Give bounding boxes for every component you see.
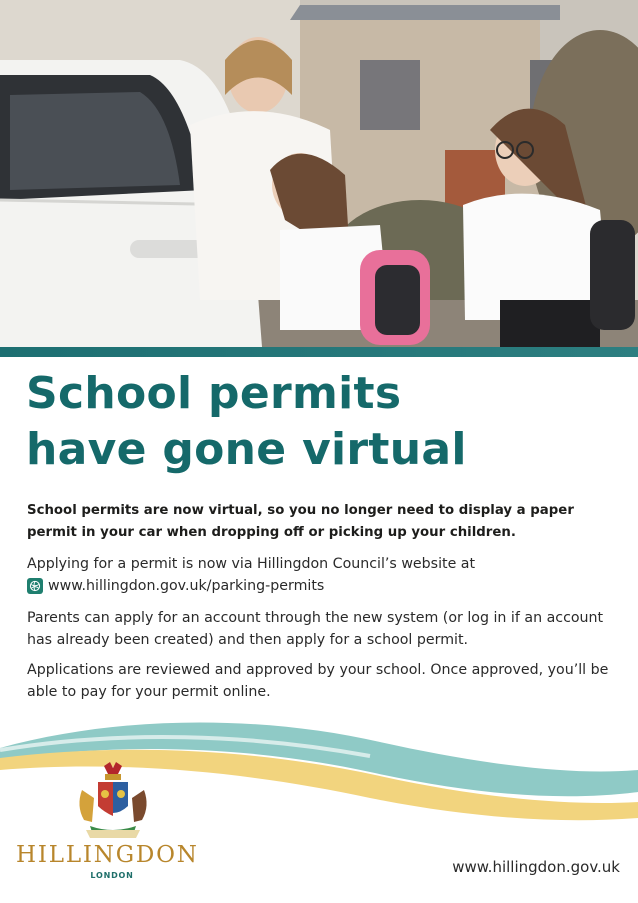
accounts-paragraph: Parents can apply for an account through the new system (or log in if an account has already been created) and then apply for a school permit. bbox=[27, 610, 604, 648]
council-logo-name: HILLINGDON bbox=[16, 842, 199, 868]
hero-illustration bbox=[0, 0, 638, 347]
hero-photo bbox=[0, 0, 638, 347]
permit-link-text[interactable]: www.hillingdon.gov.uk/parking-permits bbox=[48, 578, 325, 594]
apply-paragraph bbox=[27, 553, 622, 597]
globe-icon bbox=[27, 578, 43, 594]
council-logo-sub: LONDON bbox=[90, 871, 134, 880]
apply-text: Applying for a permit is now via Hillingdon Council’s website at bbox=[27, 556, 476, 572]
review-paragraph: Applications are reviewed and approved by your school. Once approved, you’ll be able to pay for your permit online. bbox=[27, 662, 609, 700]
permit-link[interactable] bbox=[27, 575, 622, 597]
hillingdon-crest-icon bbox=[72, 760, 154, 842]
footer-website-link[interactable]: www.hillingdon.gov.uk bbox=[452, 858, 620, 876]
title-line-2: have gone virtual bbox=[26, 424, 467, 475]
teal-divider-bar bbox=[0, 347, 638, 357]
lead-paragraph: School permits are now virtual, so you no longer need to display a paper permit in your car when dropping off or picking up your children. bbox=[27, 503, 574, 540]
page-title bbox=[26, 366, 616, 478]
title-line-1: School permits bbox=[26, 368, 402, 419]
